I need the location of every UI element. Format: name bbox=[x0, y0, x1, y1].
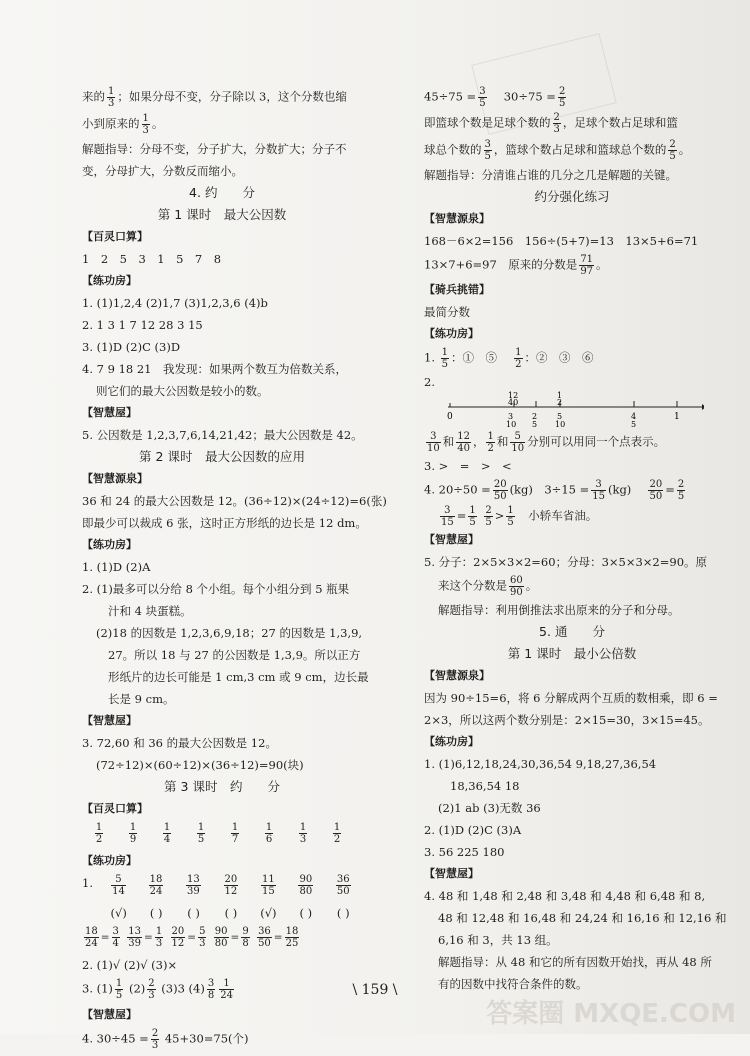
fraction: $\frac{1}{5}$ bbox=[197, 822, 205, 845]
answer-line: 1. (1)1,2,4 (2)1,7 (3)1,2,3,6 (4)b bbox=[82, 296, 268, 310]
answer-line: 汁和 4 块蛋糕。 bbox=[108, 604, 192, 618]
lesson-title: 约分强化练习 bbox=[534, 189, 610, 204]
fraction: $\frac{1}{7}$ bbox=[231, 822, 239, 845]
section-label: 【智慧源泉】 bbox=[424, 669, 490, 682]
answer-line: (72÷12)×(60÷12)×(36÷12)=90(块) bbox=[96, 758, 304, 772]
svg-text:4: 4 bbox=[631, 412, 637, 421]
answer-line: 4. 30÷45 = $\frac{2}{3}$ 45+30=75(个) bbox=[82, 1028, 249, 1051]
tick-mark: ( ) bbox=[149, 906, 163, 920]
answer-line: 解题指导：利用倒推法求出原来的分子和分母。 bbox=[438, 603, 680, 617]
answer-line: 则它们的最大公因数是较小的数。 bbox=[96, 384, 269, 398]
right-column bbox=[424, 86, 727, 997]
tick-mark: (√) bbox=[260, 906, 277, 920]
answer-line: 6,16 和 3，共 13 组。 bbox=[438, 933, 558, 947]
section-label: 【智慧屋】 bbox=[424, 867, 479, 880]
answer-line: 48 和 12,48 和 16,48 和 24,24 和 16,16 和 12,16 和 bbox=[438, 911, 727, 925]
answer-line: 1 2 5 3 1 5 7 8 bbox=[82, 252, 222, 266]
answer-line: $\frac{18}{24}$ = $\frac{3}{4}$ $\frac{13}{39}$ = $\frac{1}{3}$ $\frac{20}{12}$ = $\frac{5}{3}$ $\frac{90}{80}$ = $\frac{9}{8}$ $\frac{36}{50}$ = $\frac{18}{25}$ bbox=[85, 926, 299, 949]
svg-text:1: 1 bbox=[674, 412, 680, 422]
answer-line: 13×7+6=97 原来的分数是 $\frac{71}{97}$ 。 bbox=[424, 254, 608, 277]
answer-line: 1. $\frac{1}{5}$ ：① ⑤ $\frac{1}{2}$ ：② ③ ⑥ bbox=[424, 347, 594, 370]
section-label: 【智慧屋】 bbox=[82, 1008, 137, 1021]
fraction: $\frac{13}{39}$ bbox=[187, 874, 200, 897]
svg-text:40: 40 bbox=[508, 398, 519, 407]
lesson-title: 第 1 课时 最小公倍数 bbox=[507, 646, 637, 661]
answer-line: 2. 1 3 1 7 12 28 3 15 bbox=[82, 318, 203, 332]
section-label: 【练功房】 bbox=[424, 735, 479, 748]
answer-line: 2×3，所以这两个数分别是：2×15=30，3×15=45。 bbox=[424, 713, 710, 727]
fraction-row bbox=[82, 822, 362, 848]
answer-line: 球总个数的 $\frac{3}{5}$ ，篮球个数占足球和篮球总个数的 $\frac{2}{5}$ 。 bbox=[424, 139, 691, 162]
fraction: $\frac{1}{3}$ bbox=[299, 822, 307, 845]
answer-line: 3. (1)D (2)C (3)D bbox=[82, 340, 181, 354]
answer-line: 有的因数中找符合条件的数。 bbox=[438, 977, 588, 991]
answer-line: 3. 56 225 180 bbox=[424, 845, 505, 859]
answer-line: 即篮球个数是足球个数的 $\frac{2}{3}$ ，足球个数占足球和篮 bbox=[424, 112, 678, 135]
text-line: 来的 $\frac{1}{3}$ ；如果分母不变，分子除以 3，这个分数也缩 bbox=[82, 86, 347, 109]
fraction: $\frac{20}{12}$ bbox=[224, 874, 238, 897]
svg-text:2: 2 bbox=[532, 412, 538, 421]
section-label: 【练功房】 bbox=[82, 854, 137, 867]
fraction: $\frac{1}{4}$ bbox=[163, 822, 171, 845]
answer-line: 4. 20÷50 = $\frac{20}{50}$ (kg) 3÷15 = $\frac{3}{15}$ (kg) $\frac{20}{50}$ = $\frac{2}{5}$ bbox=[424, 479, 685, 502]
answer-line: 45÷75 = $\frac{3}{5}$ 30÷75 = $\frac{2}{5}$ bbox=[424, 86, 566, 109]
svg-text:3: 3 bbox=[508, 412, 514, 421]
section-label: 【智慧源泉】 bbox=[82, 472, 148, 485]
fraction: $\frac{1}{2}$ bbox=[333, 822, 341, 845]
answer-line: 3. (1) $\frac{1}{5}$ (2) $\frac{2}{3}$ (3)3 (4) $\frac{3}{8}$ $\frac{1}{24}$ bbox=[82, 978, 233, 1001]
answer-line: 2. (1)最多可以分给 8 个小组。每个小组分到 5 瓶果 bbox=[82, 582, 350, 596]
answer-line: 解题指导：从 48 和它的所有因数开始找，再从 48 所 bbox=[438, 955, 712, 969]
answer-line: (2)1 ab (3)无数 36 bbox=[438, 801, 541, 815]
answer-line: 1. (1)6,12,18,24,30,36,54 9,18,27,36,54 bbox=[424, 757, 657, 771]
section-label: 【智慧屋】 bbox=[82, 406, 137, 419]
answer-line: 最简分数 bbox=[424, 305, 470, 319]
svg-text:5: 5 bbox=[557, 412, 563, 421]
svg-text:5: 5 bbox=[631, 420, 637, 429]
answer-line: 4. 7 9 18 21 我发现：如果两个数互为倍数关系， bbox=[82, 362, 347, 376]
fraction: $\frac{1}{3}$ bbox=[142, 113, 149, 136]
svg-text:12: 12 bbox=[508, 391, 519, 400]
section-label: 【练功房】 bbox=[82, 538, 137, 551]
section-label: 【练功房】 bbox=[424, 327, 479, 340]
svg-text:0: 0 bbox=[447, 412, 453, 422]
section-label: 【百灵口算】 bbox=[82, 802, 148, 815]
tick-mark: ( ) bbox=[187, 906, 200, 920]
fraction: $\frac{1}{6}$ bbox=[265, 822, 273, 845]
fraction: $\frac{1}{9}$ bbox=[129, 822, 137, 845]
section-title: 5. 通 分 bbox=[539, 624, 605, 639]
answer-line: 2. (1)√ (2)√ (3)× bbox=[82, 958, 178, 972]
tick-mark: ( ) bbox=[224, 906, 238, 920]
text-line: 变，分母扩大，分数反而缩小。 bbox=[82, 164, 243, 178]
section-label: 【智慧源泉】 bbox=[424, 212, 490, 225]
section-label: 【智慧屋】 bbox=[82, 714, 137, 727]
answer-line: $\frac{3}{15}$ = $\frac{1}{5}$ $\frac{2}{5}$ > $\frac{1}{5}$ 小轿车省油。 bbox=[441, 505, 598, 528]
answer-line: 来这个分数是 $\frac{60}{90}$ 。 bbox=[438, 575, 538, 598]
lesson-title: 第 1 课时 最大公因数 bbox=[157, 207, 287, 222]
answer-line: 27。所以 18 与 27 的公因数是 1,3,9。所以正方 bbox=[108, 648, 361, 662]
answer-line: 因为 90÷15=6，将 6 分解成两个互质的数相乘，即 6 = bbox=[424, 691, 718, 705]
answer-line: 5. 分子：2×5×3×2=60；分母：3×5×3×2=90。原 bbox=[424, 555, 708, 569]
fraction: $\frac{1}{3}$ bbox=[108, 86, 115, 109]
answer-line: 5. 公因数是 1,2,3,7,6,14,21,42；最大公因数是 42。 bbox=[82, 428, 363, 442]
svg-text:1: 1 bbox=[557, 391, 563, 400]
page-number: \ 159 \ bbox=[352, 982, 398, 998]
lesson-title: 第 2 课时 最大公因数的应用 bbox=[139, 449, 305, 464]
section-label: 【智慧屋】 bbox=[424, 533, 479, 546]
answer-line: 3. 72,60 和 36 的最大公因数是 12。 bbox=[82, 736, 277, 750]
answer-line: 4. 48 和 1,48 和 2,48 和 3,48 和 4,48 和 6,48 和 8, bbox=[424, 889, 706, 903]
answer-line: 1. (1)D (2)A bbox=[82, 560, 151, 574]
answer-line: $\frac{3}{10}$ 和 $\frac{12}{40}$ ， $\frac{1}{2}$ 和 $\frac{5}{10}$ 分别可以用同一个点表示。 bbox=[427, 431, 666, 454]
tick-mark: ( ) bbox=[299, 906, 313, 920]
fraction-row: 1. $\frac{5}{14}$ $\frac{18}{24}$ $\frac{13}{39}$ $\frac{20}{12}$ $\frac{11}{15}$ $\frac{90}{80}$ $\frac{36}{50}$ bbox=[82, 874, 350, 897]
answer-line: 即最少可以裁成 6 张，这时正方形纸的边长是 12 dm。 bbox=[82, 516, 367, 530]
tick-row bbox=[82, 904, 362, 922]
answer-line: 36 和 24 的最大公因数是 12。(36÷12)×(24÷12)=6(张) bbox=[82, 494, 387, 508]
lesson-title: 第 3 课时 约 分 bbox=[164, 779, 280, 794]
answer-line: 18,36,54 18 bbox=[450, 779, 520, 793]
answer-line: 解题指导：分清谁占谁的几分之几是解题的关键。 bbox=[424, 168, 677, 182]
fraction: $\frac{90}{80}$ bbox=[299, 874, 313, 897]
svg-text:5: 5 bbox=[532, 420, 538, 429]
answer-line: 形纸片的边长可能是 1 cm,3 cm 或 9 cm，边长最 bbox=[108, 670, 369, 684]
answer-line: 长是 9 cm。 bbox=[108, 692, 175, 706]
section-label: 【练功房】 bbox=[82, 274, 137, 287]
answer-line: (2)18 的因数是 1,2,3,6,9,18；27 的因数是 1,3,9, bbox=[96, 626, 363, 640]
fraction: $\frac{18}{24}$ bbox=[149, 874, 163, 897]
number-line bbox=[444, 391, 704, 427]
fraction: $\frac{1}{2}$ bbox=[95, 822, 103, 845]
svg-text:10: 10 bbox=[506, 420, 517, 429]
section-label: 【骑兵挑错】 bbox=[424, 283, 490, 296]
section-title: 4. 约 分 bbox=[189, 185, 255, 200]
fraction: $\frac{5}{14}$ bbox=[112, 874, 125, 897]
text-line: 小到原来的 $\frac{1}{3}$ 。 bbox=[82, 113, 164, 136]
watermark: 答案圈 MXQE.COM bbox=[486, 999, 736, 1029]
section-label: 【百灵口算】 bbox=[82, 230, 148, 243]
fraction: $\frac{11}{15}$ bbox=[261, 874, 275, 897]
fraction: $\frac{36}{50}$ bbox=[336, 874, 350, 897]
answer-line: 2. (1)D (2)C (3)A bbox=[424, 823, 522, 837]
answer-line: 3. > = > < bbox=[424, 459, 512, 473]
answer-line: 168－6×2=156 156÷(5+7)=13 13×5+6=71 bbox=[424, 234, 699, 248]
svg-text:2: 2 bbox=[557, 398, 563, 407]
svg-text:10: 10 bbox=[555, 420, 566, 429]
tick-mark: (√) bbox=[110, 906, 127, 920]
text-line: 解题指导：分母不变，分子扩大，分数扩大；分子不 bbox=[82, 142, 347, 156]
answer-line: 2. bbox=[424, 375, 435, 389]
tick-mark: ( ) bbox=[336, 906, 350, 920]
